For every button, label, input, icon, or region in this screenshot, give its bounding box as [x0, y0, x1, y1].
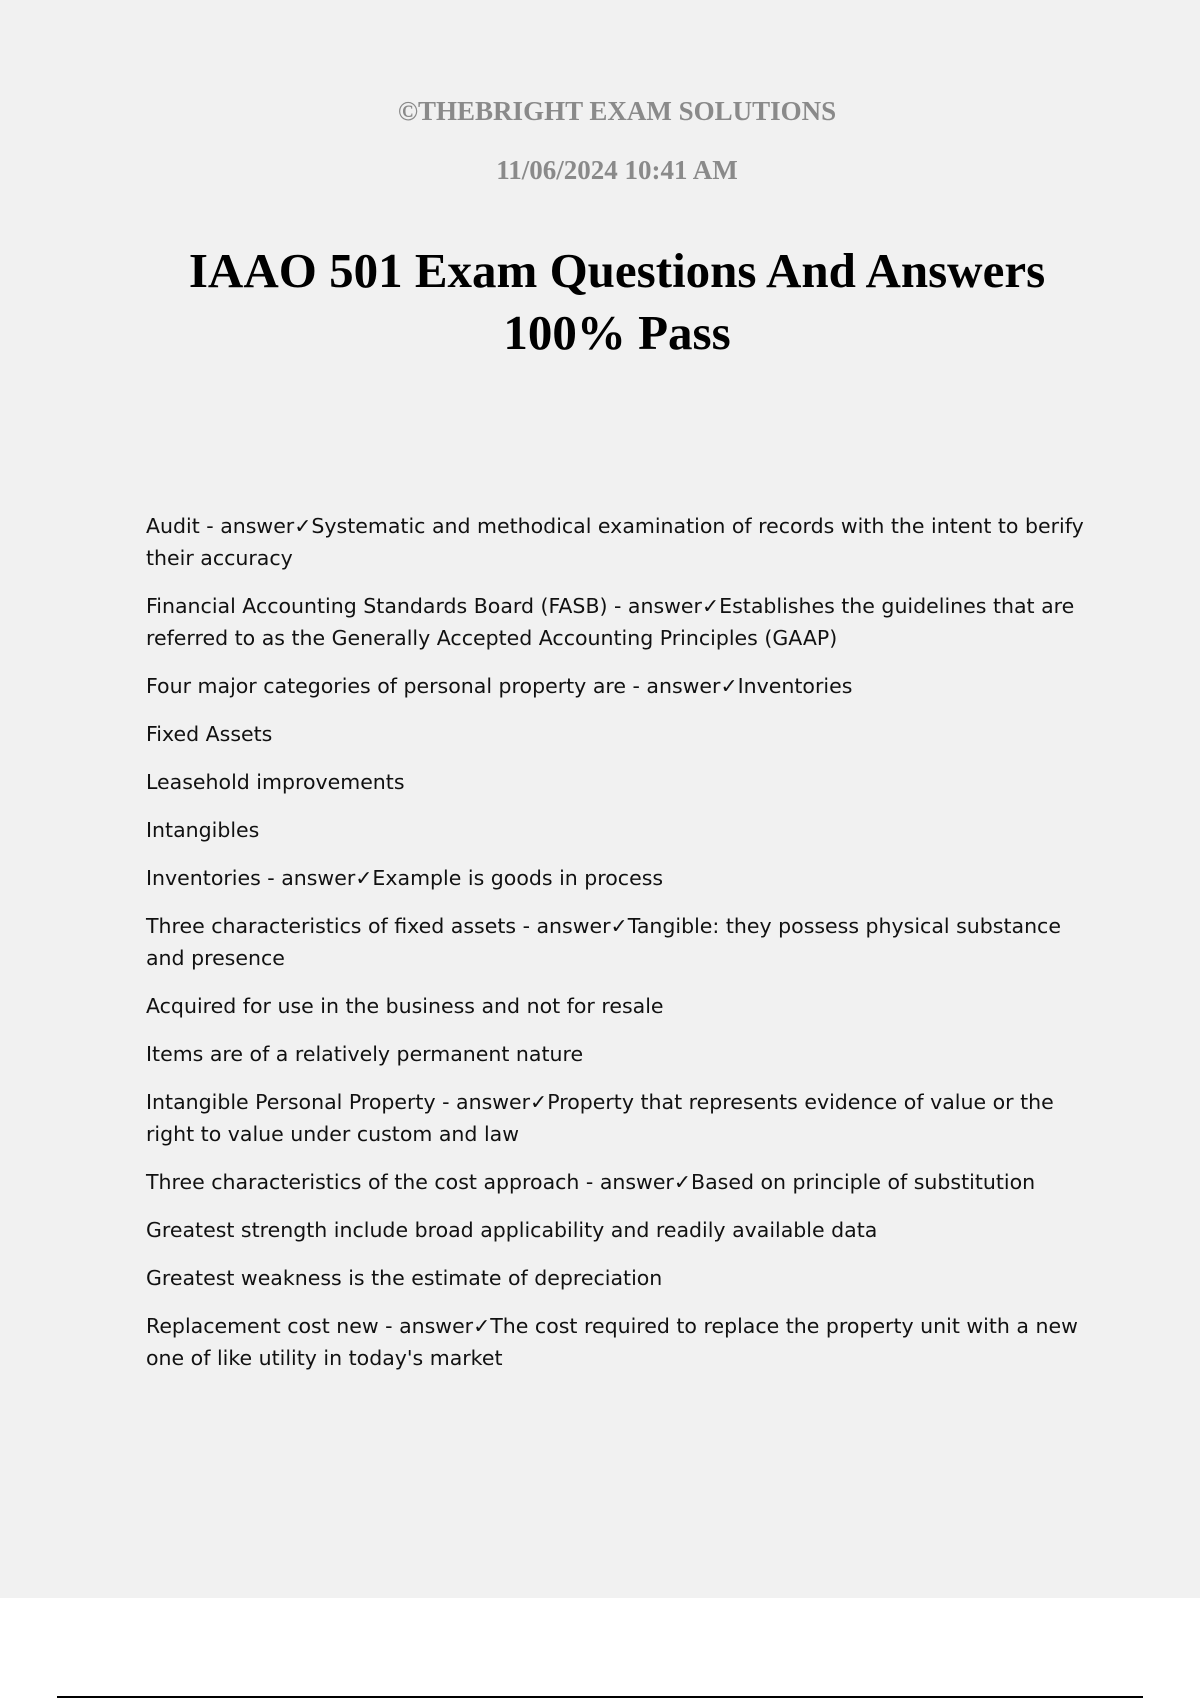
header-copyright: ©THEBRIGHT EXAM SOLUTIONS: [397, 96, 837, 126]
qa-item: Items are of a relatively permanent nature: [146, 1042, 584, 1066]
document-title-line2: 100% Pass: [503, 305, 731, 360]
qa-item: Three characteristics of the cost approach - answer✓Based on principle of substitution: [146, 1170, 1036, 1194]
qa-item: Financial Accounting Standards Board (FASB) - answer✓Establishes the guidelines that are referred to as the Generally Accepted Accounting Principles (GAAP): [146, 594, 1075, 650]
qa-item: Replacement cost new - answer✓The cost required to replace the property unit with a new one of like utility in today's market: [146, 1314, 1078, 1370]
qa-item: Three characteristics of fixed assets - answer✓Tangible: they possess physical substance and presence: [146, 914, 1061, 970]
qa-item: Inventories - answer✓Example is goods in process: [146, 866, 664, 890]
qa-item: Greatest weakness is the estimate of depreciation: [146, 1266, 663, 1290]
qa-item: Fixed Assets: [146, 722, 273, 746]
document-title-line1: IAAO 501 Exam Questions And Answers: [188, 243, 1046, 298]
footer-divider: [57, 1696, 1143, 1698]
qa-list: [146, 510, 1096, 1390]
page-footer: [0, 1598, 1200, 1700]
qa-item: Intangible Personal Property - answer✓Property that represents evidence of value or the right to value under custom and law: [146, 1090, 1054, 1146]
qa-item: Greatest strength include broad applicability and readily available data: [146, 1218, 878, 1242]
qa-item: Intangibles: [146, 818, 260, 842]
header-datetime: 11/06/2024 10:41 AM: [496, 155, 738, 185]
qa-item: Leasehold improvements: [146, 770, 405, 794]
document-title: [0, 240, 1200, 364]
qa-item: Four major categories of personal property are - answer✓Inventories: [146, 674, 853, 698]
qa-item: Acquired for use in the business and not for resale: [146, 994, 664, 1018]
qa-item: Audit - answer✓Systematic and methodical examination of records with the intent to berify their accuracy: [146, 514, 1084, 570]
